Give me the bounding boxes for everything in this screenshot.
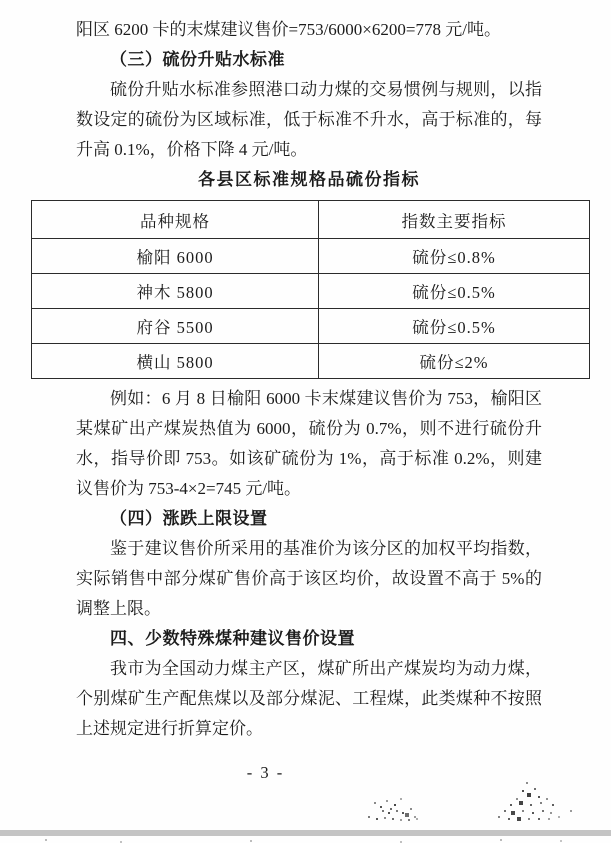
table-header-row [32,201,590,239]
heading-section-3-sulfur-premium: （三）硫份升贴水标准 [110,50,285,69]
table-row [32,309,590,344]
table-cell-variety: 横山 5800 [32,344,319,379]
paragraph-price-formula: 阳区 6200 卡的末煤建议售价=753/6000×6200=778 元/吨。 [76,20,501,39]
table-cell-variety: 府谷 5500 [32,309,319,344]
scan-noise-dots-bottom [0,839,2,841]
table-title-sulfur-index: 各县区标准规格品硫份指标 [198,170,420,189]
scan-noise-speckle-left [356,792,358,794]
document-body [76,15,542,744]
paragraph-sulfur-standard: 硫份升贴水标准参照港口动力煤的交易惯例与规则，以指数设定的硫份为区域标准，低于标准不升水，高于标准的，每升高 0.1%，价格下降 4 元/吨。 [76,80,542,159]
column-header-variety-spec: 品种规格 [32,201,319,239]
table-cell-sulfur-limit: 硫份≤0.5% [319,274,590,309]
table-row [32,344,590,379]
heading-chapter-4-special-coal: 四、少数特殊煤种建议售价设置 [110,629,355,648]
paragraph-adjustment-limit: 鉴于建议售价所采用的基准价为该分区的加权平均指数，实际销售中部分煤矿售价高于该区均价，故设置不高于 5%的调整上限。 [76,539,542,618]
table-row [32,239,590,274]
table-cell-sulfur-limit: 硫份≤0.8% [319,239,590,274]
paragraph-example-calculation: 例如：6 月 8 日榆阳 6000 卡末煤建议售价为 753，榆阳区某煤矿出产煤炭热值为 6000，硫份为 0.7%，则不进行硫份升水，指导价即 753。如该矿硫份为 1%，高于标准 0.2%，则建议售价为 753-4×2=745 元/吨。 [76,389,542,498]
scan-artifact-bar [0,830,611,836]
scan-noise-speckle-right [486,780,488,782]
table-cell-variety: 榆阳 6000 [32,239,319,274]
page-number: - 3 - [246,763,285,782]
paragraph-special-coal-types: 我市为全国动力煤主产区，煤矿所出产煤炭均为动力煤，个别煤矿生产配焦煤以及部分煤泥、工程煤，此类煤种不按照上述规定进行折算定价。 [76,659,542,738]
sulfur-spec-table [31,200,590,379]
table-cell-variety: 神木 5800 [32,274,319,309]
heading-section-4-price-limit: （四）涨跌上限设置 [110,509,268,528]
column-header-index-indicator: 指数主要指标 [319,201,590,239]
table-cell-sulfur-limit: 硫份≤2% [319,344,590,379]
table-cell-sulfur-limit: 硫份≤0.5% [319,309,590,344]
table-row [32,274,590,309]
